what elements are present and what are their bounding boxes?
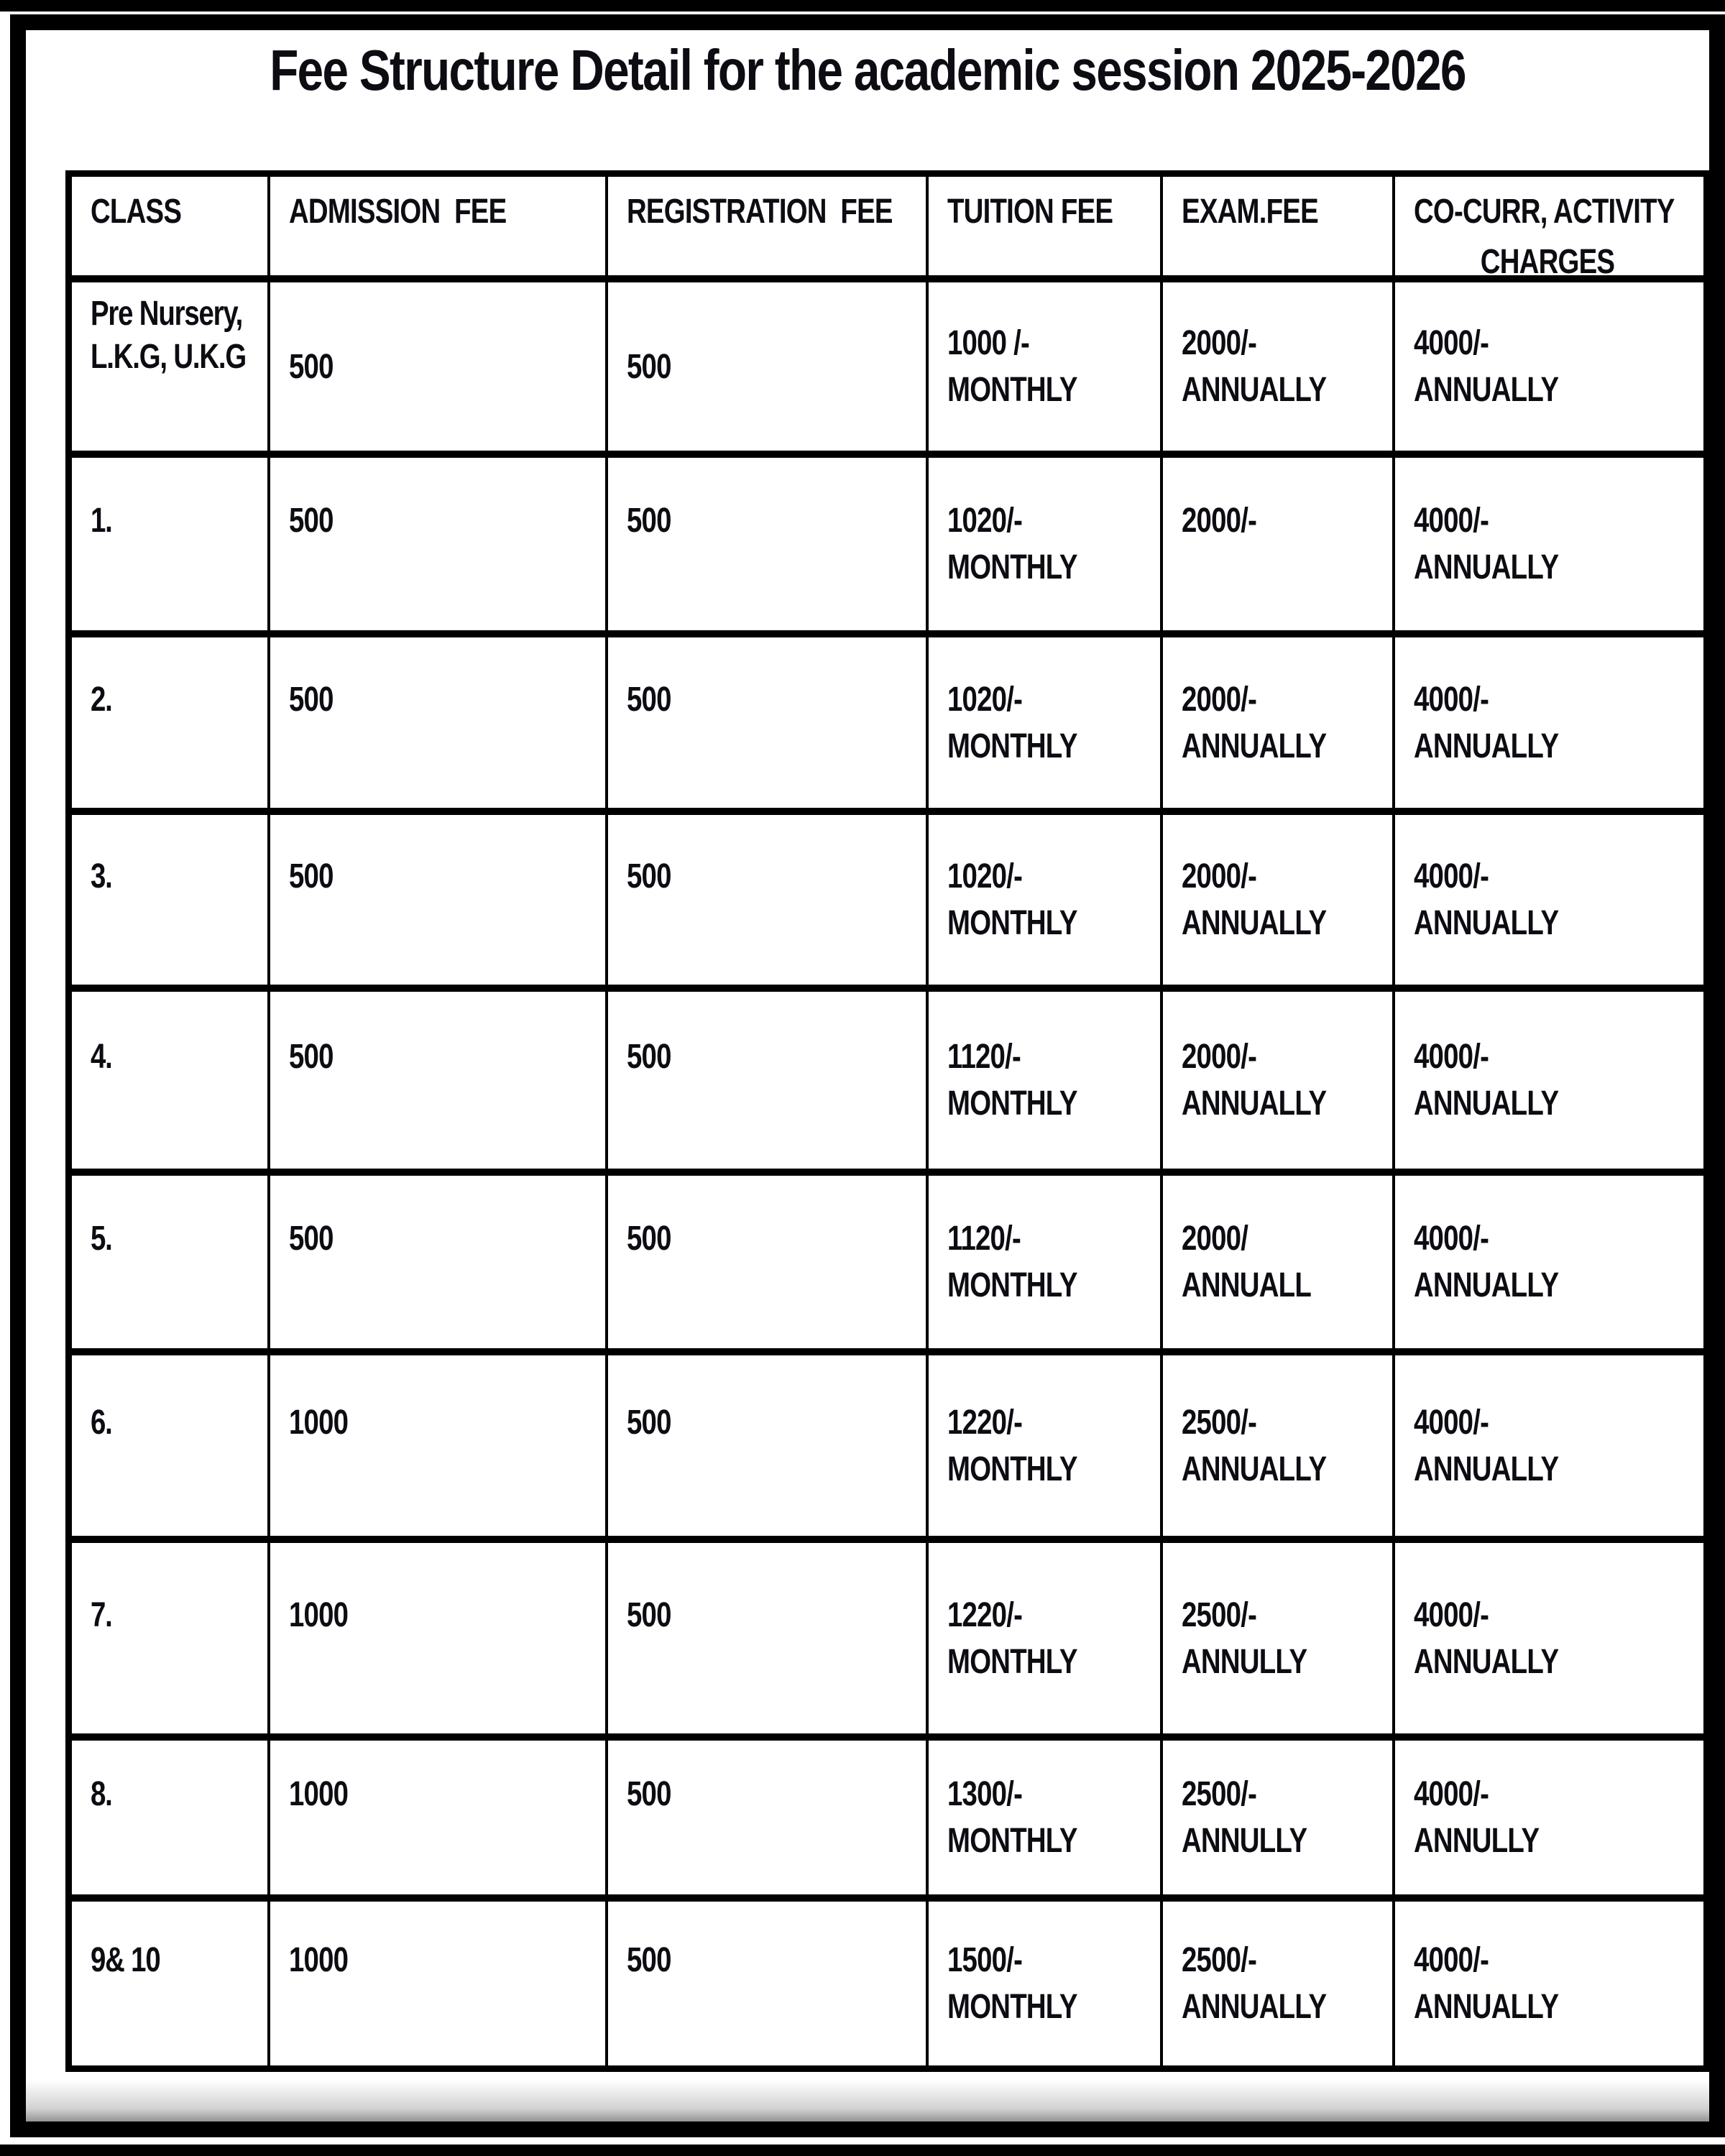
cell-text-line — [627, 1639, 863, 1685]
cell-text-line — [91, 900, 229, 946]
cell-text-line — [91, 1080, 229, 1127]
table-row — [72, 1894, 1703, 2065]
cell-text-line — [91, 723, 229, 770]
cell-text-line — [627, 544, 863, 591]
cell-text-line: MONTHLY — [947, 1450, 1077, 1488]
cell-tuition-fee — [926, 1176, 1160, 1348]
page-bottom-edge — [0, 2145, 1725, 2156]
cell-text-line: 500 — [627, 1775, 672, 1813]
cell-co-curr-charges — [1392, 458, 1703, 630]
cell-admission-fee — [267, 1543, 606, 1733]
cell-text-line: 500 — [627, 347, 672, 386]
cell-text-line: TUITION FEE — [947, 193, 1113, 231]
cell-text-line: MONTHLY — [947, 727, 1077, 765]
cell-text-line — [91, 1818, 229, 1864]
cell-admission-fee — [267, 282, 606, 451]
cell-text-line: 5. — [91, 1220, 112, 1258]
cell-text-line: MONTHLY — [947, 1084, 1077, 1123]
cell-text-line — [627, 900, 863, 946]
cell-text-line: 4000/- — [1414, 857, 1489, 895]
cell-text-line: ANNUALLY — [1414, 904, 1559, 942]
cell-text-line: ANNUALLY — [1414, 1450, 1559, 1488]
document-frame — [10, 14, 1725, 2137]
cell-class — [72, 458, 267, 630]
cell-registration-fee — [605, 1355, 926, 1536]
cell-text-line: 500 — [288, 347, 334, 386]
cell-text-line — [91, 544, 229, 591]
cell-text-line — [289, 1984, 540, 2030]
cell-class — [72, 1543, 267, 1733]
cell-text-line: 8. — [91, 1775, 112, 1813]
cell-text-line: ANNULLY — [1181, 1642, 1307, 1681]
cell-text-line — [289, 544, 540, 591]
table-row — [72, 1536, 1703, 1733]
cell-text-line: ADMISSION FEE — [288, 193, 507, 231]
cell-text-line: 1120/- — [947, 1220, 1021, 1258]
cell-registration-fee — [605, 1543, 926, 1733]
table-row — [72, 985, 1703, 1169]
cell-text-line: 1500/- — [947, 1941, 1023, 1979]
cell-tuition-fee — [926, 458, 1160, 630]
cell-text-line: 4000/- — [1414, 1775, 1489, 1813]
cell-text-line: 1. — [91, 502, 112, 540]
cell-co-curr-charges — [1392, 1543, 1703, 1733]
cell-co-curr-charges — [1392, 1902, 1703, 2065]
cell-text-line: Pre Nursery, — [91, 295, 243, 333]
cell-text-line: 1020/- — [947, 857, 1023, 895]
cell-text-line: MONTHLY — [947, 1266, 1077, 1304]
cell-text-line: ANNUALLY — [1181, 727, 1326, 765]
cell-co-curr-charges — [1392, 992, 1703, 1169]
cell-text-line: ANNUALLY — [1181, 371, 1326, 409]
header-cell-admission-fee — [267, 177, 606, 275]
cell-class — [72, 1355, 267, 1536]
cell-admission-fee — [267, 1355, 606, 1536]
cell-text-line — [91, 1262, 229, 1309]
cell-exam-fee — [1160, 637, 1393, 808]
cell-text-line — [91, 1446, 229, 1493]
cell-text-line: CLASS — [91, 193, 182, 231]
cell-text-line: MONTHLY — [947, 548, 1077, 586]
cell-registration-fee — [605, 1741, 926, 1894]
cell-text-line: 500 — [288, 502, 334, 540]
cell-exam-fee — [1160, 992, 1393, 1169]
cell-text-line — [289, 900, 540, 946]
cell-text-line — [1182, 544, 1348, 591]
cell-admission-fee — [267, 458, 606, 630]
cell-text-line: ANNUALLY — [1414, 1642, 1559, 1681]
cell-text-line: 1000 — [288, 1595, 348, 1634]
cell-text-line: 4. — [91, 1038, 112, 1076]
cell-registration-fee — [605, 637, 926, 808]
cell-text-line: MONTHLY — [947, 1642, 1077, 1681]
cell-text-line: 4000/- — [1414, 1403, 1489, 1442]
cell-text-line: 500 — [627, 1403, 672, 1442]
cell-text-line: 2500/- — [1181, 1595, 1256, 1634]
cell-text-line: ANNUALLY — [1414, 1084, 1559, 1123]
cell-text-line: 6. — [91, 1403, 112, 1442]
cell-text-line: EXAM.FEE — [1181, 193, 1318, 231]
cell-text-line: 1120/- — [947, 1038, 1021, 1076]
cell-tuition-fee — [926, 282, 1160, 451]
cell-tuition-fee — [926, 637, 1160, 808]
cell-admission-fee — [267, 1902, 606, 2065]
cell-text-line: ANNUALLY — [1414, 1988, 1559, 2026]
cell-co-curr-charges — [1392, 1355, 1703, 1536]
cell-exam-fee — [1160, 282, 1393, 451]
table-row — [72, 1169, 1703, 1348]
cell-text-line: L.K.G, U.K.G — [91, 338, 246, 376]
cell-text-line: ANNUALLY — [1181, 1988, 1326, 2026]
cell-text-line: MONTHLY — [947, 371, 1077, 409]
cell-text-line: 500 — [627, 1038, 672, 1076]
table-row — [72, 451, 1703, 630]
cell-text-line: MONTHLY — [947, 904, 1077, 942]
cell-text-line — [91, 1984, 229, 2030]
cell-text-line: 500 — [627, 1595, 672, 1634]
cell-text-line: 1220/- — [947, 1595, 1023, 1634]
cell-admission-fee — [267, 815, 606, 985]
cell-text-line: 3. — [91, 857, 112, 895]
cell-registration-fee — [605, 282, 926, 451]
cell-class — [72, 992, 267, 1169]
cell-text-line — [91, 1639, 229, 1685]
cell-text-line: ANNULLY — [1181, 1822, 1307, 1860]
cell-text-line: 500 — [288, 1220, 334, 1258]
cell-exam-fee — [1160, 1902, 1393, 2065]
cell-text-line: 1000 — [288, 1941, 348, 1979]
cell-co-curr-charges — [1392, 1176, 1703, 1348]
cell-text-line: 500 — [627, 1941, 672, 1979]
cell-tuition-fee — [926, 815, 1160, 985]
cell-text-line: 9& 10 — [91, 1941, 160, 1979]
cell-text-line: REGISTRATION FEE — [627, 193, 893, 231]
table-body — [72, 275, 1703, 2065]
cell-registration-fee — [605, 1176, 926, 1348]
cell-exam-fee — [1160, 1176, 1393, 1348]
cell-text-line: 2000/- — [1181, 324, 1256, 362]
cell-text-line: 7. — [91, 1595, 112, 1634]
cell-registration-fee — [605, 458, 926, 630]
cell-class — [72, 1176, 267, 1348]
cell-text-line — [289, 1639, 540, 1685]
cell-text-line — [289, 723, 540, 770]
cell-text-line: 2000/ — [1181, 1220, 1248, 1258]
table-row — [72, 275, 1703, 451]
cell-text-line: ANNUALLY — [1414, 727, 1559, 765]
cell-text-line: ANNUALLY — [1181, 1450, 1326, 1488]
cell-tuition-fee — [926, 1355, 1160, 1536]
cell-text-line: ANNUALLY — [1414, 1266, 1559, 1304]
cell-text-line: ANNULLY — [1414, 1822, 1540, 1860]
cell-text-line — [289, 1446, 540, 1493]
cell-text-line: 4000/- — [1414, 1220, 1489, 1258]
cell-text-line: 1000 — [288, 1403, 348, 1442]
cell-tuition-fee — [926, 1741, 1160, 1894]
cell-text-line: 4000/- — [1414, 324, 1489, 362]
cell-exam-fee — [1160, 1741, 1393, 1894]
header-cell-registration-fee — [605, 177, 926, 275]
cell-exam-fee — [1160, 1543, 1393, 1733]
page-title: Fee Structure Detail for the academic session 2025-2026 — [270, 38, 1466, 102]
cell-class — [72, 637, 267, 808]
cell-text-line: 2000/- — [1181, 680, 1256, 719]
cell-registration-fee — [605, 815, 926, 985]
cell-class — [72, 1741, 267, 1894]
cell-text-line: 4000/- — [1414, 1595, 1489, 1634]
cell-text-line: 2000/- — [1181, 857, 1256, 895]
header-cell-tuition-fee — [926, 177, 1160, 275]
fee-table — [65, 170, 1710, 2072]
header-cell-exam-fee — [1160, 177, 1393, 275]
cell-tuition-fee — [926, 1902, 1160, 2065]
cell-text-line: ANNUALLY — [1414, 371, 1559, 409]
cell-text-line: 1020/- — [947, 502, 1023, 540]
cell-admission-fee — [267, 637, 606, 808]
cell-text-line: ANNUALLY — [1414, 548, 1559, 586]
cell-text-line: ANNUALLY — [1181, 904, 1326, 942]
cell-text-line: 2000/- — [1181, 1038, 1256, 1076]
cell-class — [72, 282, 267, 451]
cell-text-line: 4000/- — [1414, 502, 1489, 540]
cell-class — [72, 1902, 267, 2065]
table-row — [72, 808, 1703, 985]
cell-text-line: 1300/- — [947, 1775, 1023, 1813]
cell-text-line: 1000 — [288, 1775, 348, 1813]
cell-text-line — [627, 1984, 863, 2030]
cell-text-line: 500 — [627, 680, 672, 719]
cell-text-line: 2500/- — [1181, 1403, 1256, 1442]
cell-admission-fee — [267, 1741, 606, 1894]
cell-tuition-fee — [926, 1543, 1160, 1733]
cell-co-curr-charges — [1392, 282, 1703, 451]
cell-admission-fee — [267, 992, 606, 1169]
cell-admission-fee — [267, 1176, 606, 1348]
cell-text-line: 500 — [627, 502, 672, 540]
header-cell-class — [72, 177, 267, 275]
cell-tuition-fee — [926, 992, 1160, 1169]
scan-shadow — [26, 2080, 1709, 2122]
cell-text-line — [627, 1262, 863, 1309]
cell-co-curr-charges — [1392, 815, 1703, 985]
table-row — [72, 1733, 1703, 1894]
cell-registration-fee — [605, 992, 926, 1169]
cell-text-line: 500 — [288, 1038, 334, 1076]
cell-text-line — [627, 1446, 863, 1493]
cell-registration-fee — [605, 1902, 926, 2065]
cell-exam-fee — [1160, 458, 1393, 630]
cell-text-line: MONTHLY — [947, 1988, 1077, 2026]
cell-text-line: 2. — [91, 680, 112, 719]
cell-text-line: 1020/- — [947, 680, 1023, 719]
cell-text-line — [627, 723, 863, 770]
cell-class — [72, 815, 267, 985]
cell-text-line: 4000/- — [1414, 1941, 1489, 1979]
cell-text-line — [627, 1818, 863, 1864]
cell-text-line: 500 — [627, 1220, 672, 1258]
cell-text-line: 500 — [627, 857, 672, 895]
cell-co-curr-charges — [1392, 1741, 1703, 1894]
cell-text-line: 4000/- — [1414, 1038, 1489, 1076]
cell-text-line: 500 — [288, 857, 334, 895]
cell-text-line — [289, 1080, 540, 1127]
header-row — [72, 177, 1703, 275]
table-row — [72, 1348, 1703, 1536]
cell-text-line: CHARGES — [1481, 243, 1615, 275]
cell-text-line: 2500/- — [1181, 1775, 1256, 1813]
cell-text-line: 4000/- — [1414, 680, 1489, 719]
cell-text-line — [289, 1818, 540, 1864]
page-top-edge — [0, 0, 1725, 11]
cell-text-line: 2000/- — [1181, 502, 1256, 540]
cell-text-line: 1000 /- — [947, 324, 1029, 362]
table-row — [72, 630, 1703, 808]
cell-text-line: ANNUALLY — [1181, 1084, 1326, 1123]
cell-text-line: 2500/- — [1181, 1941, 1256, 1979]
cell-text-line: 1220/- — [947, 1403, 1023, 1442]
cell-text-line: 500 — [288, 680, 334, 719]
cell-text-line: ANNUALL — [1181, 1266, 1311, 1304]
cell-exam-fee — [1160, 1355, 1393, 1536]
header-cell-co-curr-charges — [1392, 177, 1703, 275]
cell-text-line: CO-CURR, ACTIVITY — [1414, 193, 1675, 231]
cell-exam-fee — [1160, 815, 1393, 985]
cell-text-line — [289, 1262, 540, 1309]
cell-text-line: MONTHLY — [947, 1822, 1077, 1860]
cell-text-line — [627, 1080, 863, 1127]
cell-co-curr-charges — [1392, 637, 1703, 808]
